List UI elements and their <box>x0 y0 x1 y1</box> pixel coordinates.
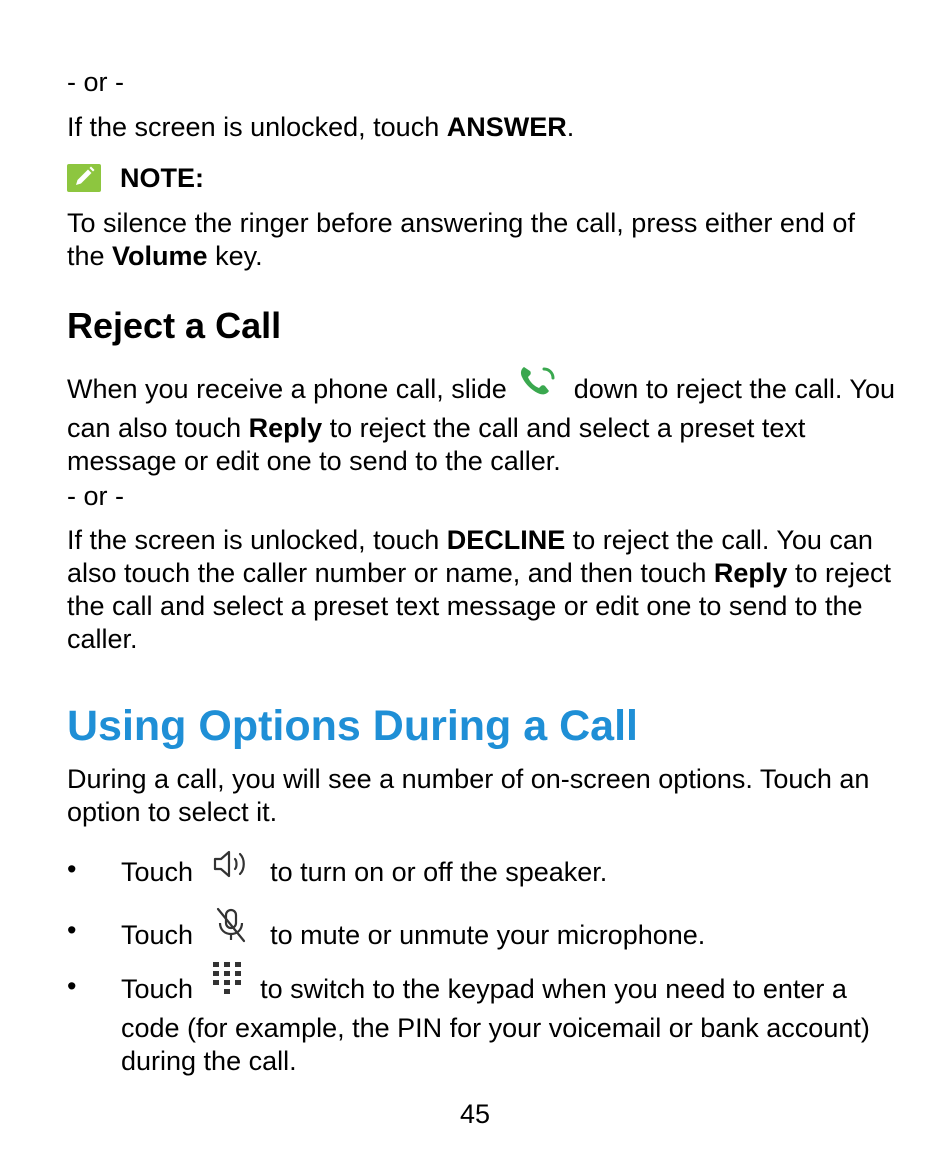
reject-p2-mid: to reject the call. You can also touch the caller number or name, and then touch <box>67 525 873 588</box>
bullet-mute-post: to mute or unmute your microphone. <box>262 920 706 951</box>
bullet-dot: • <box>67 854 77 884</box>
phone-answer-icon <box>518 364 558 406</box>
bullet-speaker-post: to turn on or off the speaker. <box>262 857 608 888</box>
bullet-keypad-post: to switch to the keypad when you need to enter a code (for example, the PIN for your voicemail or bank account) during the call. <box>121 974 870 1076</box>
reject-reply-keyword-2: Reply <box>713 558 788 588</box>
bullet-keypad-pre: Touch <box>121 974 201 1005</box>
answer-keyword: ANSWER <box>446 112 567 142</box>
or-separator-1: - or - <box>67 67 124 97</box>
answer-instruction <box>67 111 574 144</box>
note-header <box>67 158 204 198</box>
note-label: NOTE: <box>120 162 204 193</box>
or-separator-2: - or - <box>67 481 124 511</box>
answer-text-post: . <box>566 112 575 142</box>
reject-paragraph-1 <box>67 370 897 478</box>
reject-p1-pre: When you receive a phone call, slide <box>67 374 515 405</box>
note-text <box>67 207 897 273</box>
bullet-mute-pre: Touch <box>121 920 201 951</box>
microphone-mute-icon <box>211 906 251 952</box>
note-pencil-icon <box>67 164 101 192</box>
bullet-dot: • <box>67 971 77 1001</box>
bullet-dot: • <box>67 915 77 945</box>
note-text-post: key. <box>207 241 263 271</box>
decline-keyword: DECLINE <box>446 525 566 555</box>
answer-text-pre: If the screen is unlocked, touch <box>67 112 447 142</box>
reject-p1-mid: down to reject the call. You can also touch <box>67 374 895 443</box>
page-number: 45 <box>459 1099 491 1129</box>
keypad-icon <box>211 960 243 1002</box>
reject-p2-pre: If the screen is unlocked, touch <box>67 525 447 555</box>
reject-p2-post: to reject the call and select a preset text message or edit one to send to the caller. <box>67 558 891 654</box>
speaker-icon <box>211 847 251 889</box>
reject-reply-keyword-1: Reply <box>248 413 323 443</box>
note-volume-keyword: Volume <box>112 241 208 271</box>
note-text-pre: To silence the ringer before answering the call, press either end of the <box>67 208 855 271</box>
reject-p1-post: to reject the call and select a preset text message or edit one to send to the caller. <box>67 413 806 476</box>
bullet-speaker-pre: Touch <box>121 857 201 888</box>
bullet-keypad-text <box>121 970 897 1078</box>
reject-paragraph-2 <box>67 524 897 656</box>
bullet-mute-text <box>121 914 897 960</box>
options-intro: During a call, you will see a number of on-screen options. Touch an option to select it. <box>67 764 870 827</box>
options-heading: Using Options During a Call <box>67 702 638 750</box>
reject-call-heading: Reject a Call <box>67 305 282 346</box>
bullet-speaker-text <box>121 853 897 895</box>
